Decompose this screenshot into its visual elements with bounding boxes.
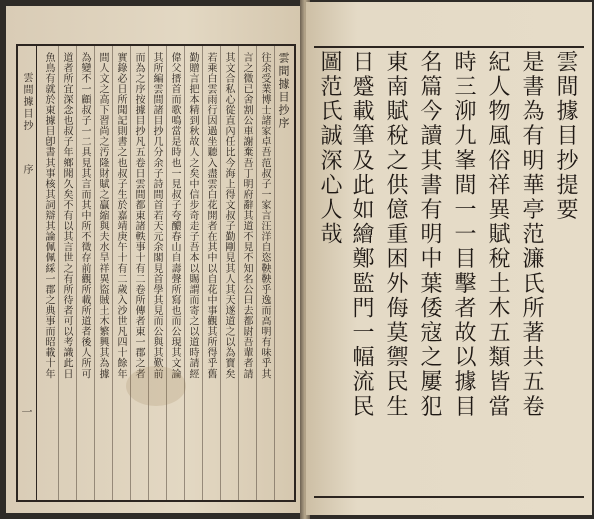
column-rule <box>148 46 149 500</box>
margin-subtitle: 序 <box>21 164 32 174</box>
abstract-title: 雲間據目抄提要 <box>553 50 578 223</box>
abstract-column: 名篇今讀其書有明中葉倭寇之屢犯 <box>417 50 442 419</box>
left-page <box>6 6 306 513</box>
column-rule <box>112 46 113 500</box>
abstract-column: 圖范氏誠深心人哉 <box>317 50 342 247</box>
top-rule <box>314 46 584 48</box>
text-column: 魚鳥有就於東據目卽書其事核其詞辯其論佩佩綵一郡之典事而昭載十年 <box>43 52 54 380</box>
text-column: 言之微已舍割公車謝棄吾丁明府辭其道不見不知名公曰去都尉吾輩者請 <box>241 52 252 380</box>
column-rule <box>76 46 77 500</box>
paper-stain <box>126 366 186 406</box>
column-rule <box>220 46 221 500</box>
text-column: 而為之序按據目抄凡五卷日雲間都東諸軼事十有二卷所傳者東一郡之者 <box>133 52 144 380</box>
preface-title: 雲間據目抄序 <box>277 52 290 130</box>
text-column: 勤贈言把本精到秋故人之矣中信步奇走子吾本以賜謂而寄之以道時請經 <box>187 52 198 380</box>
column-rule <box>130 46 131 500</box>
margin-page-number: 一 <box>20 406 33 417</box>
text-column: 其所編雲間諸目抄几分余子詩間首若天元余閣見首學其見而公與其歎前 <box>151 52 162 380</box>
abstract-column: 時三泖九峯間一一目擊者故以據目 <box>451 50 476 419</box>
heart-line <box>36 46 37 500</box>
text-column: 道者所宜深念也叔子年鄉聞久矣不有以其言世之有所待者可以考識此日 <box>61 52 72 380</box>
abstract-column: 東南賦稅之供億重困外侮莫禦民生 <box>383 50 408 419</box>
text-column: 往余受業博士諸家卓吾范叔子一家言汪洋自恣鞅鞅乎逸而高明有味乎其 <box>259 52 270 380</box>
column-rule <box>94 46 95 500</box>
abstract-column: 是書為有明華亭范濂氏所著共五卷 <box>519 50 544 419</box>
text-column: 實錄必日所聞記則書之也叔子生於嘉靖庚午十有二歲入沙世凡四十餘年 <box>115 52 126 380</box>
bottom-rule <box>314 496 584 498</box>
abstract-column: 日蹙載筆及此如繪鄭監門一幅流民 <box>349 50 374 419</box>
column-rule <box>256 46 257 500</box>
column-rule <box>238 46 239 500</box>
text-column: 其文合私心從直內任比今海上得文叔子勤剛見其人其天遂道之以為寶矣 <box>223 52 234 380</box>
text-column: 若乘白雲雨行因過坐聽入盡雲白花開者在其中以自花中事觀其所得乎舊 <box>205 52 216 380</box>
text-column: 間人文之高下習尚之汚隆財賦之贏縮與夫水旱祥異盜賊土木繁興其為據 <box>97 52 108 380</box>
right-page <box>306 2 592 515</box>
column-rule <box>202 46 203 500</box>
column-rule <box>184 46 185 500</box>
abstract-column: 紀人物風俗祥異賦稅土木五類皆當 <box>485 50 510 419</box>
text-column: 偉父搢首而歌鳴當是時也一見叔子夸醲春山自壽聲所寫也而公現其文論 <box>169 52 180 380</box>
column-rule <box>58 46 59 500</box>
text-column: 為變不一顧叔子一二具見其言而其中所不徵存前觀所載所道者後人所可 <box>79 52 90 380</box>
column-rule <box>274 46 275 500</box>
column-rule <box>166 46 167 500</box>
margin-title: 雲間據目抄 <box>21 72 32 132</box>
